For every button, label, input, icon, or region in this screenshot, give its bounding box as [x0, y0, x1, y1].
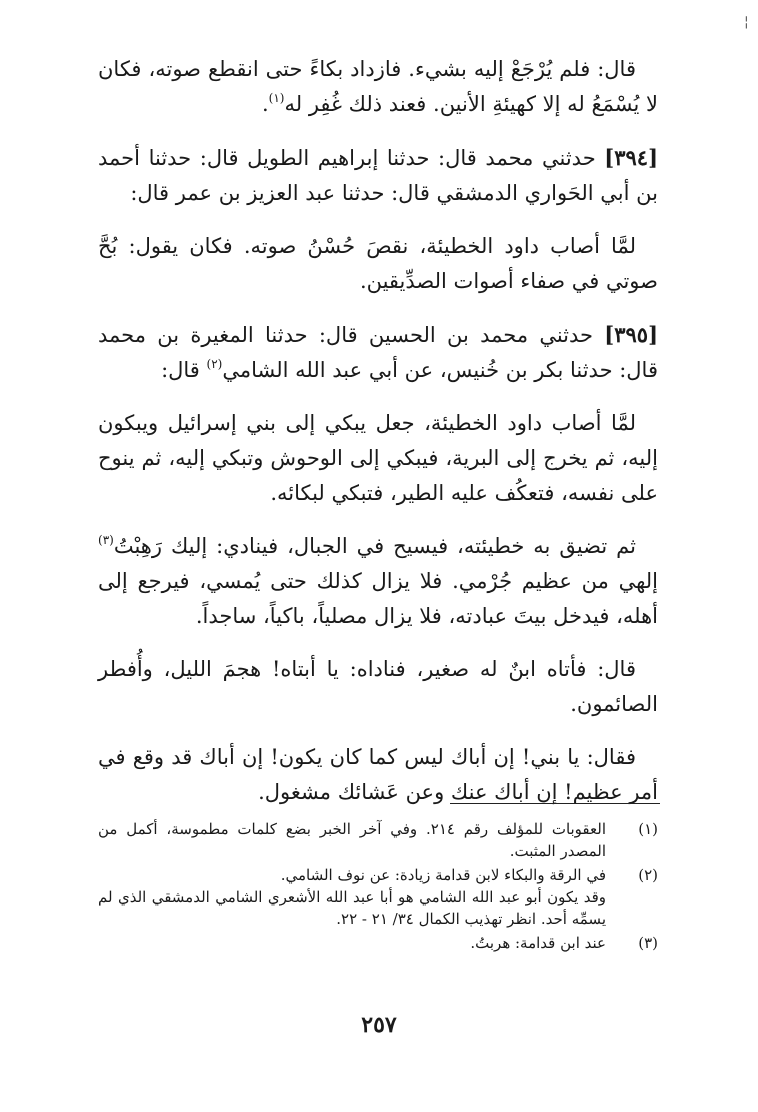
paragraph-text-end: .	[261, 92, 269, 116]
footnote-body	[98, 864, 606, 930]
paragraph-text: قال: فأتاه ابنٌ له صغير، فناداه: يا أبتاه! هجمَ الليل، وأُفطر الصائمون.	[98, 657, 658, 716]
paragraph-text: ثم تضيق به خطيئته، فيسيح في الجبال، فينادي: إليك رَهِبْتُ	[113, 534, 636, 558]
footnote-ref-3[interactable]: (٣)	[98, 533, 114, 547]
footnote-number: (١)	[638, 820, 658, 838]
footnotes	[98, 818, 658, 956]
footnote-line: العقوبات للمؤلف رقم ٢١٤. وفي آخر الخبر بضع كلمات مطموسة، أكمل من المصدر المثبت.	[98, 820, 606, 860]
footnote-2	[98, 864, 658, 930]
footnote-number: (٢)	[638, 866, 658, 884]
paragraph-text-end: قال:	[161, 358, 207, 382]
paragraph-text: لمَّا أصاب داود الخطيئة، جعل يبكي إلى بني إسرائيل ويبكون إليه، ثم يخرج إلى البرية، فيبكي إلى الوحوش وتبكي إليه، ثم ينوح على نفسه، فتعكُف عليه الطير، فتبكي لبكائه.	[98, 411, 658, 505]
footnote-line: في الرقة والبكاء لابن قدامة زيادة: عن نوف الشامي.	[280, 866, 606, 884]
hadith-number: [٣٩٥]	[604, 322, 658, 347]
paragraph-text: لمَّا أصاب داود الخطيئة، نقصَ حُسْنُ صوته. فكان يقول: بُحَّ صوتي في صفاء أصوات الصدِّيقين.	[98, 234, 658, 293]
paragraph-7	[98, 652, 658, 722]
paragraph-6	[98, 529, 658, 634]
paragraph-3	[98, 229, 658, 299]
footnote-line: عند ابن قدامة: هربتُ.	[470, 934, 606, 952]
footnote-number: (٣)	[638, 934, 658, 952]
paragraph-4	[98, 317, 658, 388]
paragraph-text: حدثني محمد بن الحسين قال: حدثنا المغيرة بن محمد قال: حدثنا بكر بن خُنيس، عن أبي عبد الله الشامي	[98, 323, 658, 382]
footnote-ref-2[interactable]: (٢)	[206, 357, 223, 371]
footnote-body	[98, 818, 606, 862]
footnote-body	[98, 932, 606, 954]
paragraph-text: حدثني محمد قال: حدثنا إبراهيم الطويل قال: حدثنا أحمد بن أبي الحَواري الدمشقي قال: حدثنا عبد العزيز بن عمر قال:	[98, 146, 658, 205]
paragraph-text: قال: فلم يُرْجَعْ إليه بشيء. فازداد بكاءً حتى انقطع صوته، فكان لا يُسْمَعُ له إلا كهيئةِ الأنين. فعند ذلك غُفِر له	[98, 57, 658, 116]
paragraph-5	[98, 406, 658, 511]
paragraph-8	[98, 740, 658, 810]
footnote-1	[98, 818, 658, 862]
paragraph-text-end: إلهي من عظيم جُرْمي. فلا يزال كذلك حتى يُمسي، فيرجع إلى أهله، فيدخل بيتَ عبادته، فلا يزال مصلياً، باكياً، ساجداً.	[98, 569, 658, 628]
hadith-number: [٣٩٤]	[604, 145, 658, 170]
footnote-ref-1[interactable]: (١)	[268, 91, 285, 105]
main-text	[98, 52, 658, 828]
paragraph-2	[98, 140, 658, 211]
footnote-separator	[450, 803, 660, 804]
paragraph-1	[98, 52, 658, 122]
paragraph-text: فقال: يا بني! إن أباك ليس كما كان يكون! إن أباك قد وقع في أمر عظيم! إن أباك عنك وعن عَشائك مشغول.	[98, 745, 658, 804]
footnote-3	[98, 932, 658, 954]
page-edge-mark: ¦	[744, 14, 749, 30]
footnote-line: وقد يكون أبو عبد الله الشامي هو أبا عبد الله الأشعري الشامي الدمشقي الذي لم يسمِّه أحد. انظر تهذيب الكمال ٣٤/ ٢١ - ٢٢.	[98, 888, 606, 928]
page-number: ٢٥٧	[361, 1012, 397, 1038]
